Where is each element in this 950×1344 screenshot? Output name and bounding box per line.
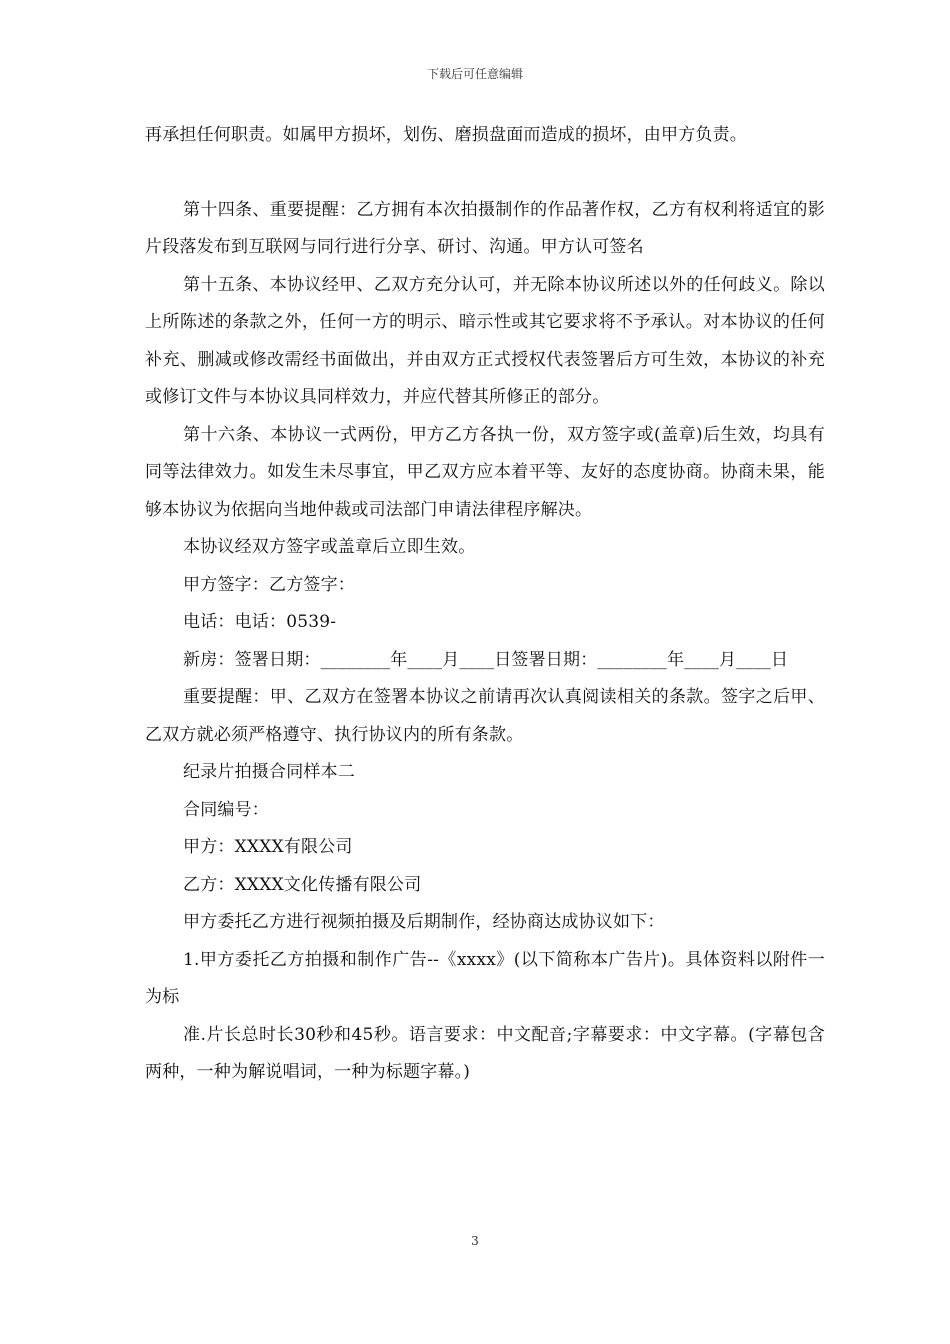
paragraph-article-14: 第十四条、重要提醒：乙方拥有本次拍摄制作的作品著作权，乙方有权利将适宜的影片段落发布到互联网与同行进行分享、研讨、沟通。甲方认可签名: [145, 199, 825, 257]
page-number: 3: [471, 1234, 479, 1248]
paragraph-party-a: 甲方：XXXX有限公司: [183, 837, 353, 857]
paragraph-commission: 甲方委托乙方进行视频拍摄及后期制作，经协商达成协议如下：: [183, 912, 665, 932]
paragraph-contract-number: 合同编号：: [183, 799, 269, 820]
page-header: 下载后可任意编辑: [426, 67, 523, 81]
paragraph-effective: 本协议经双方签字或盖章后立即生效。: [183, 537, 476, 557]
paragraph-article-15: 第十五条、本协议经甲、乙双方充分认可，并无除本协议所述以外的任何歧义。除以上所陈述的条款之外，任何一方的明示、暗示性或其它要求将不予承认。对本协议的任何补充、删减或修改需经书面做出，并由双方正式授权代表签署后方可生效，本协议的补充或修订文件与本协议具同样效力，并应代替其所修正的部分。: [145, 274, 825, 407]
paragraph-phones: 电话：电话：0539-: [183, 612, 337, 632]
paragraph-article-16: 第十六条、本协议一式两份，甲方乙方各执一份，双方签字或(盖章)后生效，均具有同等法律效力。如发生未尽事宜，甲乙双方应本着平等、友好的态度协商。协商未果，能够本协议为依据向当地仲裁或司法部门申请法律程序解决。: [145, 424, 825, 520]
paragraph-signatures: 甲方签字：乙方签字：: [183, 574, 355, 595]
paragraph-contract-title: 纪录片拍摄合同样本二: [183, 762, 355, 782]
paragraph-item-1: 1.甲方委托乙方拍摄和制作广告--《xxxx》(以下简称本广告片)。具体资料以附件一为标: [145, 949, 825, 1007]
paragraph-reminder: 重要提醒：甲、乙双方在签署本协议之前请再次认真阅读相关的条款。签字之后甲、乙双方就必须严格遵守、执行协议内的所有条款。: [145, 687, 825, 745]
paragraph-sign-dates: 新房：签署日期：________年____月____日签署日期：________年____月____日: [183, 649, 789, 670]
paragraph-party-b: 乙方：XXXX文化传播有限公司: [183, 874, 422, 895]
document-body: [145, 117, 825, 1092]
paragraph-continuation: 再承担任何职责。如属甲方损坏，划伤、磨损盘面而造成的损坏，由甲方负责。: [145, 125, 747, 145]
paragraph-gap: [145, 155, 825, 192]
paragraph-item-1-standard: 准.片长总时长30秒和45秒。语言要求：中文配音;字幕要求：中文字幕。(字幕包含两种，一种为解说唱词，一种为标题字幕。): [145, 1024, 825, 1082]
